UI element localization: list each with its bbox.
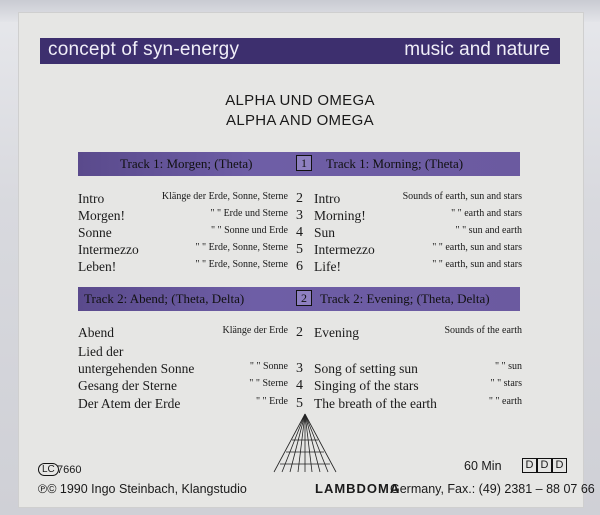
track-detail-en: " " sun and earth — [455, 225, 522, 236]
ddd-code-1: D — [522, 458, 537, 473]
track-detail-de: " " Erde — [255, 396, 288, 407]
track-number: 5 — [296, 396, 303, 411]
track2-number-box: 2 — [296, 290, 312, 306]
album-title-de: ALPHA UND OMEGA — [225, 92, 375, 109]
copyright-line: ℗© 1990 Ingo Steinbach, Klangstudio — [38, 482, 247, 496]
track-list-row — [0, 208, 600, 225]
track-detail-en: " " earth and stars — [451, 208, 522, 219]
ddd-code-2: D — [537, 458, 552, 473]
label-code-number: 7660 — [57, 464, 82, 476]
track-detail-en: " " earth, sun and stars — [432, 259, 522, 270]
track-list-row — [0, 191, 600, 208]
track-name-en: The breath of the earth — [314, 396, 437, 411]
track-detail-de: Klänge der Erde — [222, 325, 288, 336]
track-detail-en: " " earth, sun and stars — [432, 242, 522, 253]
track-detail-en: Sounds of earth, sun and stars — [402, 191, 522, 202]
track-detail-de: " " Erde, Sonne, Sterne — [195, 242, 288, 253]
track-name-en: Song of setting sun — [314, 361, 418, 376]
track-detail-de: " " Sonne — [249, 361, 288, 372]
track-name-en: Intro — [314, 191, 341, 206]
track-detail-en: " " sun — [494, 361, 522, 372]
track-name-de: Intermezzo — [78, 242, 139, 257]
track-name-de: Abend — [78, 325, 114, 340]
track-list-row — [0, 378, 600, 395]
track1-title-en: Track 1: Morning; (Theta) — [326, 156, 464, 171]
track-detail-de: " " Sterne — [249, 378, 288, 389]
track-list-row — [0, 396, 600, 413]
album-title-en: ALPHA AND OMEGA — [226, 112, 374, 129]
brand-name: LAMBDOMA — [315, 481, 401, 496]
track-name-de: Morgen! — [78, 208, 125, 223]
track-name-en: Singing of the stars — [314, 378, 419, 393]
track-name-en: Life! — [314, 259, 341, 274]
track-list-row — [0, 242, 600, 259]
track2-title-de: Track 2: Abend; (Theta, Delta) — [84, 291, 245, 306]
track-detail-en: " " earth — [488, 396, 522, 407]
series-title: concept of syn-energy — [48, 39, 240, 60]
track-number: 4 — [296, 378, 303, 393]
track2-bar — [78, 287, 520, 311]
track-name-de: Leben! — [78, 259, 117, 274]
track-name-de: Lied der — [78, 344, 124, 359]
track-detail-de: " " Erde, Sonne, Sterne — [195, 259, 288, 270]
track-name-de: untergehenden Sonne — [78, 361, 195, 376]
track-name-en: Evening — [314, 325, 359, 340]
track-detail-de: Klänge der Erde, Sonne, Sterne — [161, 191, 288, 202]
ddd-code-3: D — [552, 458, 567, 473]
track-name-en: Sun — [314, 225, 336, 240]
series-subtitle: music and nature — [404, 39, 550, 60]
track1-title-de: Track 1: Morgen; (Theta) — [120, 156, 253, 171]
lambdoma-pyramid-logo — [272, 412, 338, 474]
track-detail-de: " " Sonne und Erde — [210, 225, 288, 236]
track1-bar — [78, 152, 520, 176]
track-number: 5 — [296, 242, 303, 257]
track-number: 2 — [296, 191, 303, 206]
track-list-row — [0, 344, 600, 361]
track-name-de: Der Atem der Erde — [78, 396, 181, 411]
track-list-row — [0, 361, 600, 378]
duration: 60 Min — [464, 459, 502, 473]
track-number: 2 — [296, 325, 303, 340]
contact-fax: Germany, Fax.: (49) 2381 – 88 07 66 — [390, 482, 595, 496]
track2-title-en: Track 2: Evening; (Theta, Delta) — [320, 291, 490, 306]
track-name-de: Sonne — [78, 225, 112, 240]
track-name-en: Intermezzo — [314, 242, 375, 257]
track-list-row — [0, 259, 600, 276]
label-code-badge: LC — [38, 463, 59, 476]
track-detail-de: " " Erde und Sterne — [210, 208, 288, 219]
track-number: 3 — [296, 208, 303, 223]
track-detail-en: " " stars — [490, 378, 522, 389]
track-number: 3 — [296, 361, 303, 376]
track-name-en: Morning! — [314, 208, 366, 223]
track-name-de: Intro — [78, 191, 105, 206]
track-list-row — [0, 325, 600, 342]
track-number: 6 — [296, 259, 303, 274]
track-name-de: Gesang der Sterne — [78, 378, 177, 393]
track-number: 4 — [296, 225, 303, 240]
track-detail-en: Sounds of the earth — [444, 325, 522, 336]
track-list-row — [0, 225, 600, 242]
header-bar — [40, 38, 560, 64]
track1-number-box: 1 — [296, 155, 312, 171]
